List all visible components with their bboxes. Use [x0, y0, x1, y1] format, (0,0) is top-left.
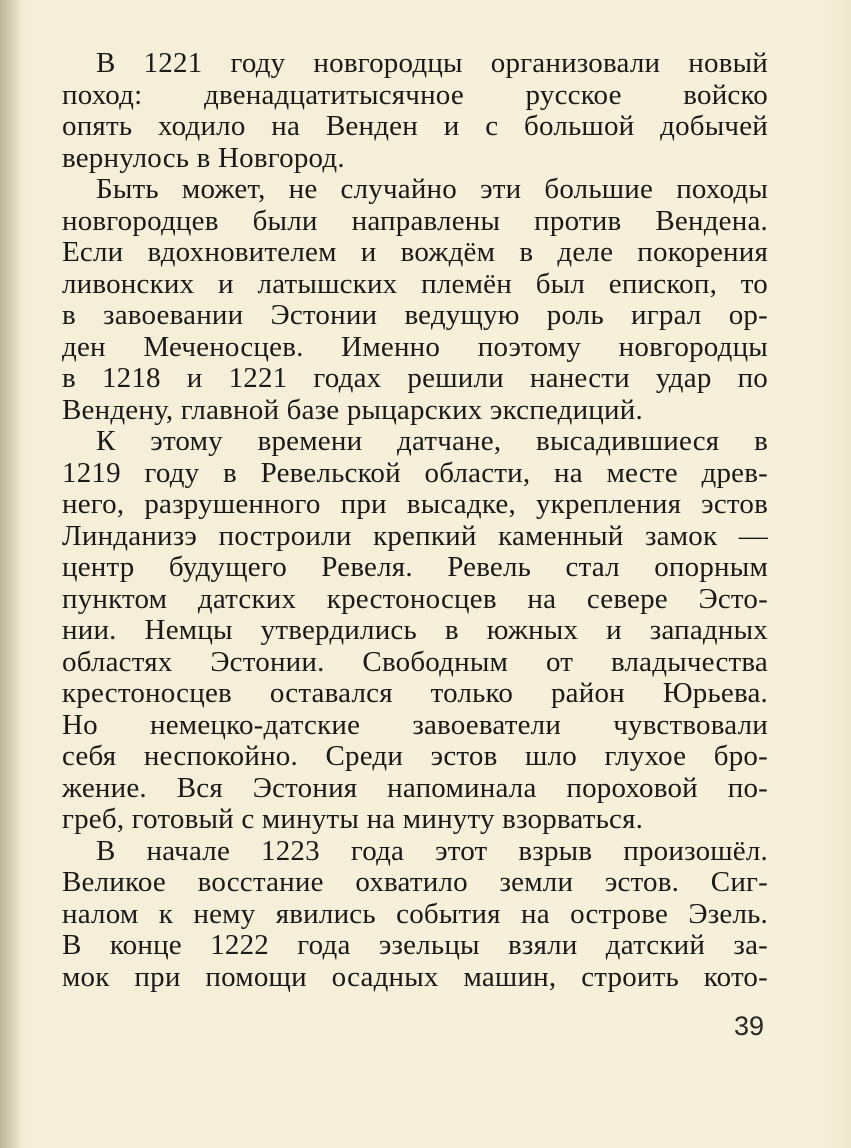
text-line: в 1218 и 1221 годах решили нанести удар по [62, 362, 768, 394]
text-line: мок при помощи осадных машин, строить кото- [62, 960, 768, 993]
text-line: греб, готовый с минуты на минуту взорваться. [62, 803, 644, 835]
text-line: вернулось в Новгород. [62, 141, 345, 174]
text-line: В 1221 году новгородцы организовали новый [96, 47, 768, 79]
text-line: нии. Немцы утвердились в южных и западных [62, 614, 768, 646]
spine-shadow [0, 0, 22, 1148]
text-line: Вендену, главной базе рыцарских экспедиций. [62, 393, 643, 426]
page-number: 39 [734, 1011, 765, 1041]
text-line: пунктом датских крестоносцев на севере Эсто- [62, 582, 768, 615]
text-line: В начале 1223 года этот взрыв произошёл. [96, 834, 768, 867]
text-line: Если вдохновителем и вождём в деле покорения [62, 236, 768, 268]
text-line: Линданизэ построили крепкий каменный замок — [62, 519, 768, 552]
text-line: него, разрушенного при высадке, укрепления эстов [62, 488, 768, 520]
text-line: налом к нему явились события на острове Эзель. [62, 897, 768, 930]
text-line: крестоносцев оставался только район Юрьева. [62, 677, 768, 709]
text-line: В конце 1222 года эзельцы взяли датский за- [62, 929, 768, 961]
text-line: Но немецко-датские завоеватели чувствовали [62, 708, 768, 741]
text-line: себя неспокойно. Среди эстов шло глухое бро- [62, 740, 768, 772]
text-line: 1219 году в Ревельской области, на месте древ- [62, 456, 768, 489]
text-line: Великое восстание охватило земли эстов. Сиг- [62, 866, 768, 898]
text-line: К этому времени датчане, высадившиеся в [96, 425, 768, 457]
text-line: в завоевании Эстонии ведущую роль играл ор- [62, 299, 768, 331]
text-line: поход: двенадцатитысячное русское войско [62, 78, 768, 111]
text-line: Быть может, не случайно эти большие походы [96, 173, 768, 205]
text-line: ден Меченосцев. Именно поэтому новгородцы [62, 330, 768, 363]
text-line: областях Эстонии. Свободным от владычества [62, 645, 768, 678]
body-text [62, 48, 768, 993]
text-line: жение. Вся Эстония напоминала пороховой по- [62, 771, 768, 804]
text-line: новгородцев были направлены против Вендена. [62, 204, 768, 237]
text-line: центр будущего Ревеля. Ревель стал опорным [62, 551, 768, 583]
text-line: ливонских и латышских племён был епископ, то [62, 267, 768, 300]
text-line: опять ходило на Венден и с большой добычей [62, 110, 768, 142]
